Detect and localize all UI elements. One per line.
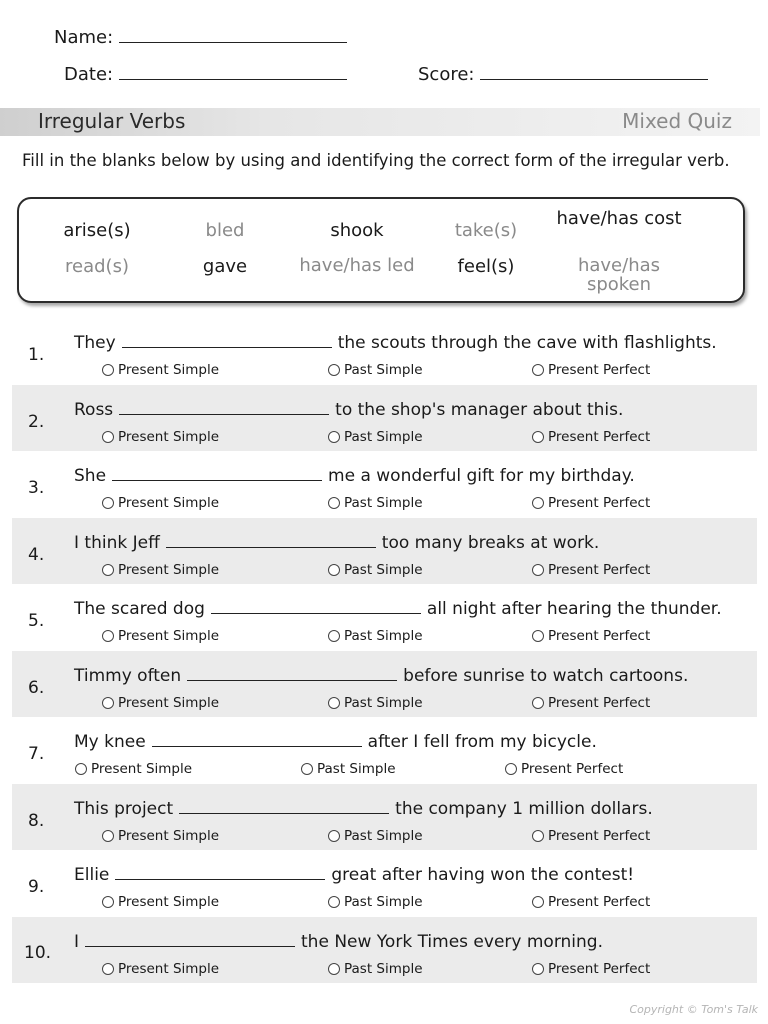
word-bank-item: have/has spoken: [577, 255, 661, 295]
tense-option[interactable]: [328, 961, 423, 977]
question-row: [12, 717, 757, 783]
sentence-start: They: [74, 333, 116, 353]
question-sentence: [74, 597, 722, 619]
tense-option[interactable]: [532, 495, 650, 511]
radio-button[interactable]: [102, 697, 114, 709]
date-field-row: [64, 61, 347, 85]
score-blank[interactable]: [480, 61, 708, 80]
question-sentence: [74, 730, 597, 752]
tense-option[interactable]: [102, 961, 219, 977]
sentence-start: This project: [74, 798, 174, 819]
word-bank-item: read(s): [65, 256, 129, 277]
tense-option[interactable]: [328, 495, 423, 511]
answer-blank[interactable]: [179, 797, 389, 814]
option-label: Present Perfect: [521, 761, 624, 777]
radio-button[interactable]: [328, 963, 340, 975]
radio-button[interactable]: [328, 564, 340, 576]
radio-button[interactable]: [328, 497, 340, 509]
question-sentence: [74, 863, 634, 885]
worksheet-subtitle: Mixed Quiz: [622, 109, 732, 133]
radio-button[interactable]: [532, 963, 544, 975]
question-number: 6.: [28, 677, 45, 698]
word-bank-item: shook: [330, 220, 384, 241]
option-label: Present Perfect: [548, 428, 651, 445]
question-row: [12, 385, 757, 451]
answer-blank[interactable]: [211, 597, 421, 614]
title-banner: [0, 108, 760, 136]
sentence-start: My knee: [74, 732, 146, 752]
radio-button[interactable]: [102, 564, 114, 576]
radio-button[interactable]: [532, 697, 544, 709]
word-bank-item: arise(s): [63, 220, 131, 241]
tense-option[interactable]: [328, 429, 423, 445]
answer-blank[interactable]: [85, 930, 295, 947]
sentence-start: The scared dog: [74, 599, 205, 619]
tense-option[interactable]: [328, 894, 423, 910]
radio-button[interactable]: [301, 763, 313, 775]
tense-option[interactable]: [102, 828, 219, 844]
tense-option[interactable]: [532, 628, 650, 644]
option-label: Present Simple: [118, 628, 220, 644]
question-sentence: [74, 664, 688, 686]
radio-button[interactable]: [102, 364, 114, 376]
tense-option[interactable]: [532, 695, 650, 711]
option-label: Present Simple: [118, 694, 220, 711]
tense-option[interactable]: [328, 695, 423, 711]
copyright: Copyright © Tom's Talk: [629, 1003, 758, 1016]
sentence-end: me a wonderful gift for my birthday.: [328, 466, 635, 486]
question-row: [12, 850, 757, 916]
tense-option[interactable]: [328, 562, 423, 578]
tense-option[interactable]: [102, 495, 219, 511]
radio-button[interactable]: [102, 630, 114, 642]
option-label: Present Simple: [118, 827, 220, 844]
radio-button[interactable]: [532, 497, 544, 509]
option-label: Past Simple: [344, 628, 423, 644]
option-label: Present Simple: [118, 362, 220, 378]
tense-option[interactable]: [532, 894, 650, 910]
option-label: Present Perfect: [548, 495, 651, 511]
question-sentence: [74, 930, 603, 952]
tense-option[interactable]: [532, 961, 650, 977]
option-label: Past Simple: [344, 894, 423, 910]
sentence-start: Ellie: [74, 865, 110, 885]
question-row: [12, 917, 757, 983]
question-number: 7.: [28, 744, 45, 764]
radio-button[interactable]: [532, 564, 544, 576]
tense-option[interactable]: [102, 562, 219, 578]
name-field-row: [54, 24, 347, 48]
radio-button[interactable]: [328, 364, 340, 376]
word-bank-item: have/has cost: [556, 208, 682, 229]
sentence-end: the company 1 million dollars.: [395, 798, 653, 819]
score-label: Score:: [418, 64, 475, 85]
option-label: Past Simple: [344, 960, 423, 977]
word-bank-item: have/has led: [299, 255, 415, 276]
option-label: Present Simple: [118, 495, 220, 511]
sentence-end: after I fell from my bicycle.: [367, 732, 597, 752]
option-label: Present Simple: [118, 428, 220, 445]
question-number: 9.: [28, 877, 45, 897]
date-label: Date:: [64, 64, 114, 85]
tense-option[interactable]: [328, 362, 423, 378]
tense-option[interactable]: [102, 429, 219, 445]
answer-blank[interactable]: [166, 531, 376, 548]
question-number: 4.: [28, 544, 45, 565]
option-label: Present Perfect: [548, 827, 651, 844]
option-label: Past Simple: [344, 362, 423, 378]
radio-button[interactable]: [532, 630, 544, 642]
question-sentence: [74, 464, 635, 486]
radio-button[interactable]: [102, 497, 114, 509]
question-number: 8.: [28, 810, 45, 831]
sentence-start: Ross: [74, 399, 114, 420]
option-label: Present Perfect: [548, 362, 651, 378]
sentence-end: the scouts through the cave with flashlights.: [337, 333, 717, 353]
question-row: [12, 451, 757, 517]
tense-option[interactable]: [532, 429, 650, 445]
radio-button[interactable]: [102, 830, 114, 842]
radio-button[interactable]: [532, 364, 544, 376]
question-number: 1.: [28, 345, 45, 365]
answer-blank[interactable]: [122, 331, 332, 348]
option-label: Past Simple: [344, 561, 423, 578]
question-row: [12, 651, 757, 717]
option-label: Present Perfect: [548, 628, 651, 644]
option-label: Present Perfect: [548, 960, 651, 977]
answer-blank[interactable]: [187, 664, 397, 681]
radio-button[interactable]: [328, 697, 340, 709]
option-label: Past Simple: [344, 495, 423, 511]
instructions: Fill in the blanks below by using and identifying the correct form of the irregular verb.: [22, 151, 730, 170]
worksheet-title: Irregular Verbs: [38, 109, 186, 133]
question-sentence: [74, 331, 717, 353]
radio-button[interactable]: [532, 896, 544, 908]
option-label: Present Simple: [118, 894, 220, 910]
date-blank[interactable]: [119, 61, 347, 80]
tense-option[interactable]: [102, 362, 219, 378]
answer-blank[interactable]: [119, 398, 329, 415]
option-label: Present Simple: [91, 761, 193, 777]
tense-option[interactable]: [532, 362, 650, 378]
radio-button[interactable]: [75, 763, 87, 775]
option-label: Past Simple: [317, 761, 396, 777]
sentence-end: great after having won the contest!: [331, 865, 635, 885]
option-label: Present Perfect: [548, 894, 651, 910]
name-label: Name:: [54, 27, 114, 48]
tense-option[interactable]: [532, 562, 650, 578]
tense-option[interactable]: [328, 628, 423, 644]
answer-blank[interactable]: [112, 464, 322, 481]
radio-button[interactable]: [102, 896, 114, 908]
word-bank-item: bled: [205, 220, 245, 241]
sentence-start: Timmy often: [74, 665, 182, 686]
sentence-end: too many breaks at work.: [381, 532, 600, 553]
tense-option[interactable]: [75, 761, 192, 777]
option-label: Past Simple: [344, 428, 423, 445]
sentence-end: all night after hearing the thunder.: [426, 599, 722, 619]
sentence-start: I think Jeff: [74, 532, 160, 553]
question-number: 5.: [28, 611, 45, 631]
tense-option[interactable]: [532, 828, 650, 844]
word-bank: [17, 197, 745, 303]
answer-blank[interactable]: [115, 863, 325, 880]
radio-button[interactable]: [328, 896, 340, 908]
sentence-end: before sunrise to watch cartoons.: [403, 665, 689, 686]
radio-button[interactable]: [532, 431, 544, 443]
answer-blank[interactable]: [152, 730, 362, 747]
radio-button[interactable]: [505, 763, 517, 775]
option-label: Present Perfect: [548, 561, 651, 578]
name-blank[interactable]: [119, 24, 347, 43]
radio-button[interactable]: [102, 431, 114, 443]
sentence-start: I: [74, 931, 80, 952]
radio-button[interactable]: [328, 830, 340, 842]
question-sentence: [74, 398, 623, 420]
sentence-end: to the shop's manager about this.: [335, 399, 624, 420]
question-row: [12, 518, 757, 584]
sentence-end: the New York Times every morning.: [301, 931, 603, 952]
word-bank-item: gave: [202, 256, 248, 277]
radio-button[interactable]: [328, 630, 340, 642]
question-number: 3.: [28, 478, 45, 498]
sentence-start: She: [74, 466, 107, 486]
option-label: Present Simple: [118, 960, 220, 977]
tense-option[interactable]: [102, 894, 219, 910]
question-row: [12, 318, 757, 384]
word-bank-item: feel(s): [457, 256, 515, 277]
option-label: Past Simple: [344, 827, 423, 844]
score-field-row: [418, 61, 708, 85]
option-label: Past Simple: [344, 694, 423, 711]
tense-option[interactable]: [102, 695, 219, 711]
radio-button[interactable]: [328, 431, 340, 443]
question-sentence: [74, 797, 653, 819]
tense-option[interactable]: [505, 761, 623, 777]
radio-button[interactable]: [102, 963, 114, 975]
radio-button[interactable]: [532, 830, 544, 842]
option-label: Present Perfect: [548, 694, 651, 711]
option-label: Present Simple: [118, 561, 220, 578]
tense-option[interactable]: [328, 828, 423, 844]
question-sentence: [74, 531, 599, 553]
tense-option[interactable]: [301, 761, 396, 777]
tense-option[interactable]: [102, 628, 219, 644]
question-number: 10.: [24, 942, 52, 963]
word-bank-item: take(s): [454, 220, 518, 241]
question-row: [12, 784, 757, 850]
question-row: [12, 584, 757, 650]
question-number: 2.: [28, 411, 45, 432]
